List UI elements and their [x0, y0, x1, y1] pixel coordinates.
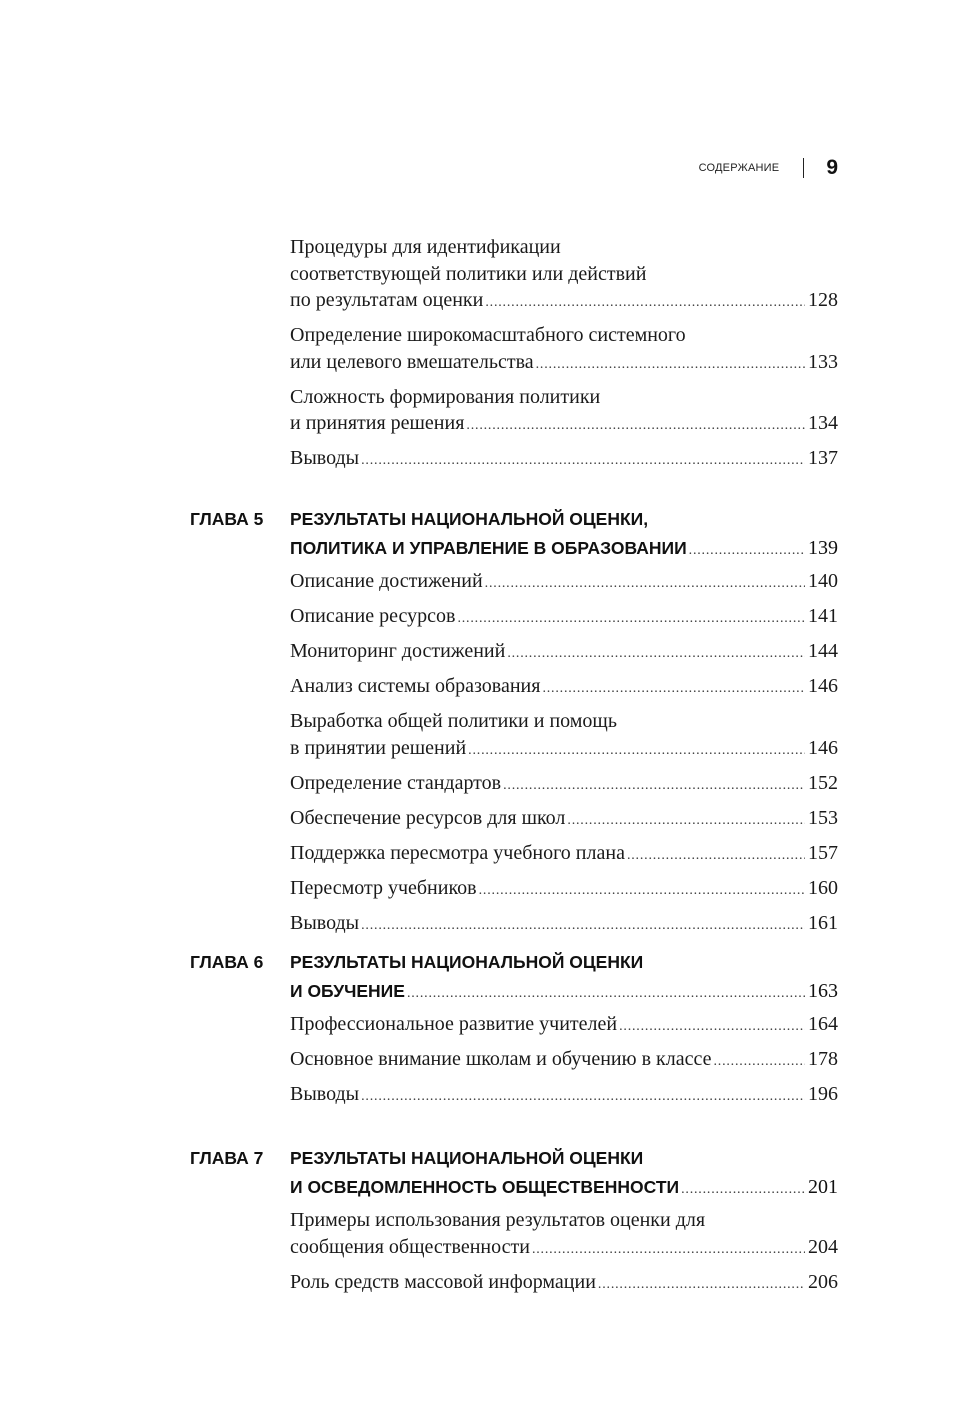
toc-entry[interactable]: Пересмотр учебников ..... 160: [290, 875, 838, 905]
chapter-page: 139: [808, 537, 838, 559]
dot-leader: [361, 448, 805, 475]
entry-page: 206: [808, 1270, 838, 1293]
dot-leader: [407, 979, 805, 1008]
dot-leader: [532, 1237, 805, 1264]
toc-entry[interactable]: Мониторинг достижений ..... 144: [290, 638, 838, 668]
entry-page: 178: [808, 1048, 838, 1070]
section-title: СОДЕРЖАНИЕ: [698, 162, 780, 174]
toc-entry[interactable]: Описание достижений ..... 140: [290, 568, 838, 598]
entry-page: 160: [808, 876, 838, 899]
toc-entry[interactable]: Основное внимание школам и обучению в классе ..... 178: [290, 1046, 838, 1076]
dot-leader: [536, 352, 805, 379]
entry-page: 141: [808, 605, 838, 627]
chapter-6: [290, 948, 838, 1116]
chapter-title[interactable]: РЕЗУЛЬТАТЫ НАЦИОНАЛЬНОЙ ОЦЕНКИ И ОБУЧЕНИЕ ..... 163: [290, 948, 838, 1008]
toc-entry[interactable]: Описание ресурсов ..... 141: [290, 603, 838, 633]
dot-leader: [361, 913, 805, 940]
dot-leader: [713, 1049, 805, 1076]
running-head: [699, 155, 838, 181]
dot-leader: [598, 1272, 805, 1299]
chapter-5-label: ГЛАВА 5: [190, 509, 264, 529]
chapter-title[interactable]: РЕЗУЛЬТАТЫ НАЦИОНАЛЬНОЙ ОЦЕНКИ И ОСВЕДОМЛЕННОСТЬ ОБЩЕСТВЕННОСТИ ..... 201: [290, 1144, 838, 1204]
toc-entry[interactable]: Профессиональное развитие учителей ..... 164: [290, 1011, 838, 1041]
dot-leader: [619, 1014, 805, 1041]
entry-page: 204: [808, 1235, 838, 1258]
header-divider: [803, 158, 804, 178]
entry-page: 128: [808, 289, 838, 311]
chapter-page: 201: [808, 1176, 838, 1198]
entry-page: 133: [808, 350, 838, 373]
chapter-7-label: ГЛАВА 7: [190, 1148, 264, 1168]
dot-leader: [485, 571, 805, 598]
toc-entry[interactable]: Роль средств массовой информации ..... 206: [290, 1269, 838, 1299]
dot-leader: [485, 290, 805, 317]
entry-page: 164: [808, 1013, 838, 1035]
dot-leader: [681, 1175, 805, 1204]
chapter-5: [290, 505, 838, 945]
chapter-page: 163: [808, 980, 838, 1002]
toc-entry[interactable]: Процедуры для идентификации соответствующей политики или действий по результатам оценки ..... 128: [290, 234, 838, 317]
dot-leader: [542, 676, 805, 703]
toc-entry[interactable]: Анализ системы образования ..... 146: [290, 673, 838, 703]
chapter-4-continuation: [290, 234, 838, 480]
toc-entry[interactable]: Выработка общей политики и помощь в принятии решений ..... 146: [290, 708, 838, 764]
entry-page: 146: [808, 736, 838, 759]
entry-page: 140: [808, 570, 838, 592]
toc-entry[interactable]: Определение стандартов ..... 152: [290, 770, 838, 800]
dot-leader: [689, 536, 805, 565]
entry-page: 161: [808, 911, 838, 934]
entry-page: 153: [808, 806, 838, 829]
entry-page: 144: [808, 640, 838, 662]
toc-entry[interactable]: Обеспечение ресурсов для школ ..... 153: [290, 805, 838, 835]
dot-leader: [627, 843, 805, 870]
dot-leader: [361, 1084, 805, 1111]
toc-entry[interactable]: Выводы ..... 161: [290, 910, 838, 940]
chapter-7: [290, 1144, 838, 1304]
toc-entry[interactable]: Определение широкомасштабного системного или целевого вмешательства ..... 133: [290, 322, 838, 378]
dot-leader: [479, 878, 805, 905]
entry-page: 134: [808, 412, 838, 434]
entry-page: 152: [808, 771, 838, 794]
entry-page: 157: [808, 841, 838, 864]
dot-leader: [466, 413, 805, 440]
entry-page: 196: [808, 1083, 838, 1105]
entry-page: 146: [808, 675, 838, 697]
dot-leader: [567, 808, 805, 835]
toc-entry[interactable]: Примеры использования результатов оценки для сообщения общественности ..... 204: [290, 1207, 838, 1263]
toc-entry[interactable]: Выводы ..... 137: [290, 445, 838, 475]
chapter-6-label: ГЛАВА 6: [190, 952, 264, 972]
page-number: 9: [826, 156, 838, 179]
dot-leader: [507, 641, 805, 668]
toc-entry[interactable]: Поддержка пересмотра учебного плана ..... 157: [290, 840, 838, 870]
chapter-title[interactable]: РЕЗУЛЬТАТЫ НАЦИОНАЛЬНОЙ ОЦЕНКИ, ПОЛИТИКА И УПРАВЛЕНИЕ В ОБРАЗОВАНИИ ..... 139: [290, 505, 838, 565]
dot-leader: [468, 738, 805, 765]
toc-entry[interactable]: Сложность формирования политики и принятия решения ..... 134: [290, 384, 838, 440]
entry-page: 137: [808, 447, 838, 469]
dot-leader: [457, 606, 805, 633]
toc-entry[interactable]: Выводы ..... 196: [290, 1081, 838, 1111]
dot-leader: [503, 773, 805, 800]
